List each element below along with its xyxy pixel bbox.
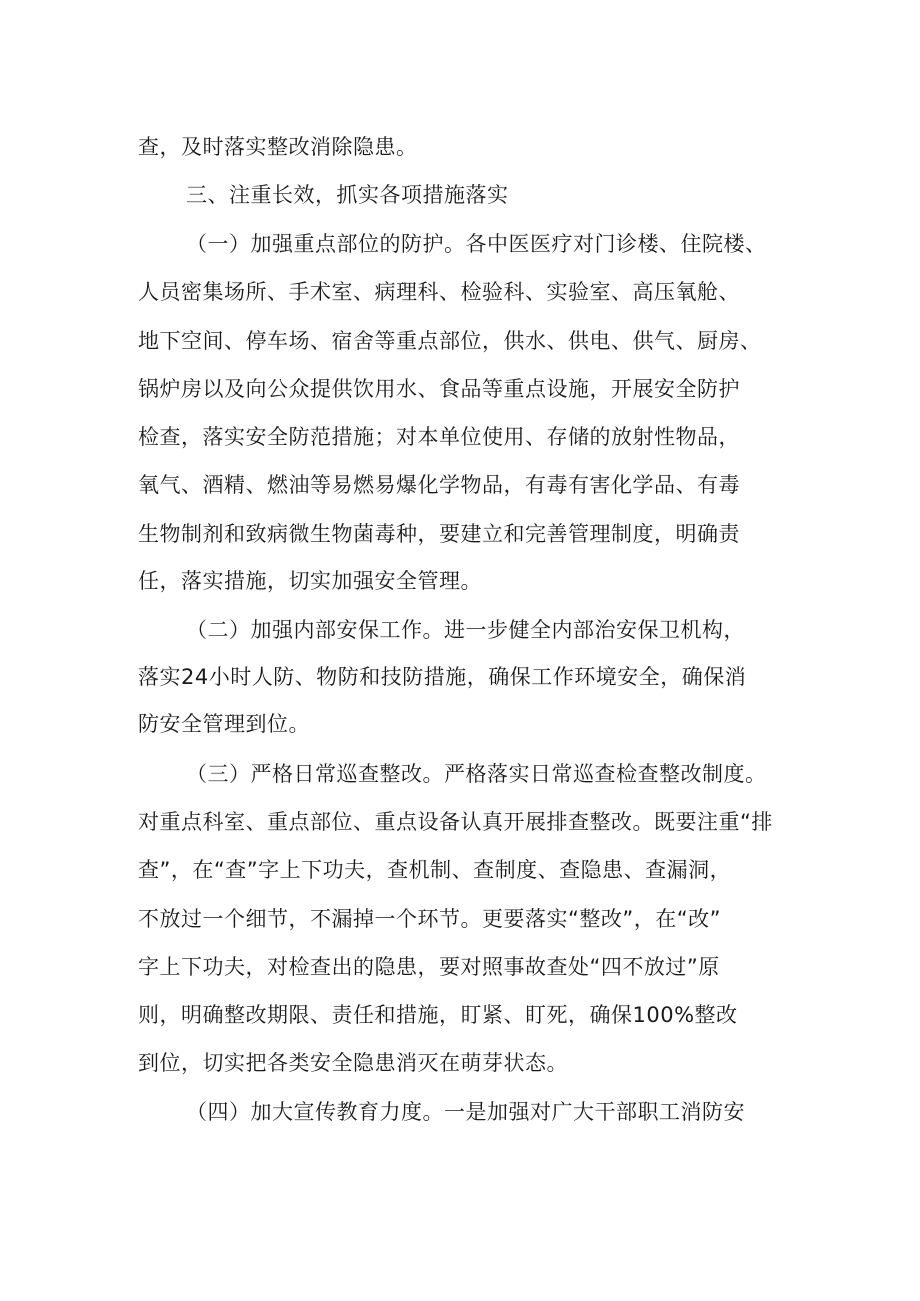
text-line: 地下空间、停车场、宿舍等重点部位，供水、供电、供气、厨房、 xyxy=(138,329,762,353)
text-line: 字上下功夫，对检查出的隐患，要对照事故查处“四不放过”原 xyxy=(138,955,720,979)
text-line: 则，明确整改期限、责任和措施，盯紧、盯死，确保100%整改 xyxy=(138,1003,738,1027)
text-line: 对重点科室、重点部位、重点设备认真开展排查整改。既要注重“排 xyxy=(138,810,773,834)
text-line: 任，落实措施，切实加强安全管理。 xyxy=(138,569,482,593)
text-line: 查”，在“查”字上下功夫，查机制、查制度、查隐患、查漏洞， xyxy=(138,858,732,882)
section-heading: 三、注重长效，抓实各项措施落实 xyxy=(186,183,509,207)
text-line: （四）加大宣传教育力度。一是加强对广大干部职工消防安 xyxy=(186,1100,745,1124)
text-line: 检查，落实安全防范措施；对本单位使用、存储的放射性物品， xyxy=(138,425,740,449)
text-line: （三）严格日常巡查整改。严格落实日常巡查检查整改制度。 xyxy=(186,762,767,786)
text-line: 人员密集场所、手术室、病理科、检验科、实验室、高压氧舱、 xyxy=(138,280,740,304)
text-line: （一）加强重点部位的防护。各中医医疗对门诊楼、住院楼、 xyxy=(186,232,767,256)
text-line: 查，及时落实整改消除隐患。 xyxy=(138,135,418,159)
text-line: 落实24小时人防、物防和技防措施，确保工作环境安全，确保消 xyxy=(138,665,747,689)
text-line: 生物制剂和致病微生物菌毒种，要建立和完善管理制度，明确责 xyxy=(138,522,740,546)
text-line: 不放过一个细节，不漏掉一个环节。更要落实“整改”，在“改” xyxy=(138,907,722,931)
text-line: 锅炉房以及向公众提供饮用水、食品等重点设施，开展安全防护 xyxy=(138,377,740,401)
text-line: 氧气、酒精、燃油等易燃易爆化学物品，有毒有害化学品、有毒 xyxy=(138,473,740,497)
text-line: （二）加强内部安保工作。进一步健全内部治安保卫机构， xyxy=(186,618,745,642)
text-line: 到位，切实把各类安全隐患消灭在萌芽状态。 xyxy=(138,1051,568,1075)
text-line: 防安全管理到位。 xyxy=(138,712,310,736)
